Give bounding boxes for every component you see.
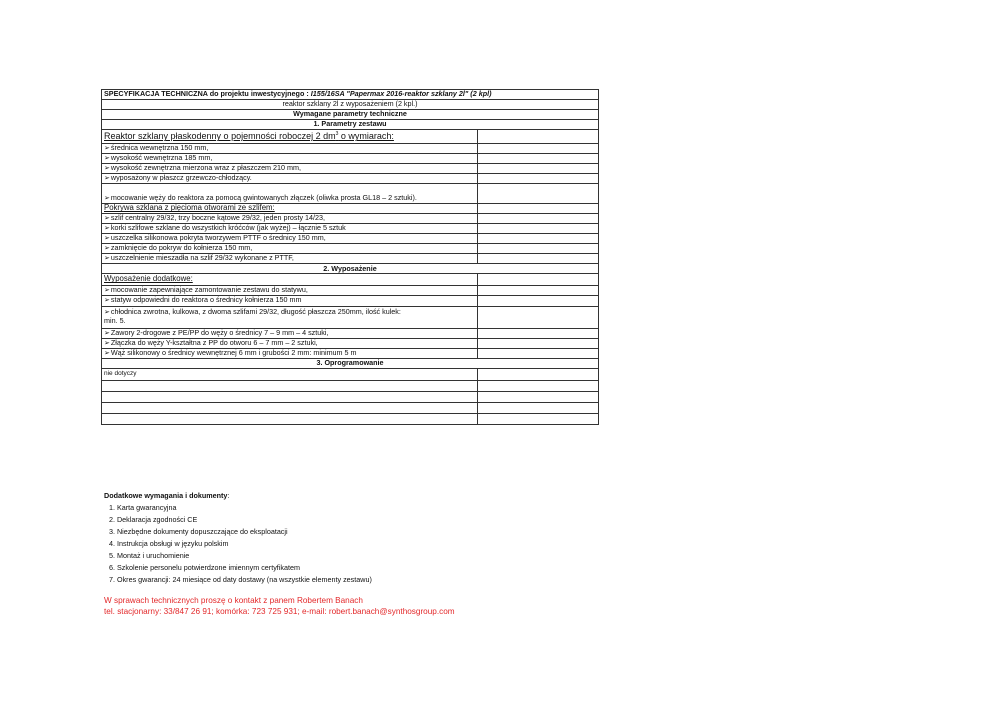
value-cell — [478, 144, 599, 154]
value-cell — [478, 214, 599, 224]
value-cell — [478, 348, 599, 358]
value-cell — [478, 224, 599, 234]
contact-line2: tel. stacjonarny: 33/847 26 91; komórka: 723 725 931; e-mail: robert.banach@synthosgroup.com — [104, 607, 455, 616]
cooler-continuation: min. 5. — [104, 316, 126, 326]
list-item: 5. Montaż i uruchomienie — [109, 551, 190, 560]
reactor-heading-suffix: o wymiarach: — [338, 131, 394, 142]
empty-cell — [102, 391, 478, 402]
list-item: 2. Deklaracja zgodności CE — [109, 515, 198, 524]
value-cell — [478, 154, 599, 164]
value-cell — [478, 244, 599, 254]
value-cell — [478, 184, 599, 204]
additional-heading-text: Dodatkowe wymagania i dokumenty — [104, 491, 228, 500]
equipment-item: ➢ mocowanie zapewniające zamontowanie zestawu do statywu, — [102, 286, 478, 296]
section-main-heading: Wymagane parametry techniczne — [102, 110, 599, 120]
list-item: 3. Niezbędne dokumenty dopuszczające do eksploatacji — [109, 527, 288, 536]
specification-table — [101, 89, 599, 425]
spec-title-project: I155/16SA "Papermax 2016-reaktor szklany 2l" (2 kpl) — [310, 89, 492, 99]
additional-heading-suffix: : — [227, 491, 230, 500]
equipment-item: ➢ statyw odpowiedni do reaktora o średnicy kołnierza 150 mm — [102, 296, 478, 306]
value-cell — [478, 328, 599, 338]
equipment-item: ➢ Złączka do węży Y-kształtna z PP do otworu 6 – 7 mm – 2 sztuki, — [102, 338, 478, 348]
empty-cell — [102, 402, 478, 413]
value-cell — [478, 204, 599, 214]
section1-title: 1. Parametry zestawu — [102, 120, 599, 130]
cooler-text: ➢ chłodnica zwrotna, kulkowa, z dwoma szlifami 29/32, długość płaszcza 250mm, ilość kulek: — [104, 307, 401, 316]
value-cell — [478, 286, 599, 296]
reactor-heading — [102, 130, 478, 144]
equipment-item: ➢ Zawory 2-drogowe z PE/PP do węży o średnicy 7 – 9 mm – 4 sztuki, — [102, 328, 478, 338]
lid-item: ➢ korki szlifowe szklane do wszystkich króćców (jak wyżej) – łącznie 5 sztuk — [102, 224, 478, 234]
section3-title: 3. Oprogramowanie — [102, 358, 599, 368]
reactor-item: ➢ wysokość wewnętrzna 185 mm, — [102, 154, 478, 164]
software-value: nie dotyczy — [102, 368, 478, 380]
reactor-item: ➢ średnica wewnętrzna 150 mm, — [102, 144, 478, 154]
value-cell — [478, 254, 599, 264]
value-cell — [478, 368, 599, 380]
equipment-item: ➢ Wąż silikonowy o średnicy wewnętrznej 6 mm i grubości 2 mm: minimum 5 m — [102, 348, 478, 358]
equipment-heading: Wyposażenie dodatkowe: — [102, 274, 478, 286]
value-cell — [478, 174, 599, 184]
empty-cell — [102, 380, 478, 391]
lid-item: ➢ uszczelnienie mieszadła na szlif 29/32 wykonane z PTTF, — [102, 254, 478, 264]
empty-cell — [102, 413, 478, 424]
value-cell — [478, 296, 599, 306]
additional-requirements — [104, 490, 372, 586]
mounting-item: ➢ mocowanie węży do reaktora za pomocą gwintowanych złączek (oliwka prosta GL18 – 2 sztuki). — [102, 184, 478, 204]
value-cell — [478, 130, 599, 144]
contact-line1: W sprawach technicznych proszę o kontakt z panem Robertem Banach — [104, 596, 363, 605]
spec-title-prefix: SPECYFIKACJA TECHNICZNA do projektu inwestycyjnego : — [104, 89, 311, 99]
lid-heading: Pokrywa szklana z pięcioma otworami ze szlifem: — [102, 204, 478, 214]
reactor-item: ➢ wyposażony w płaszcz grzewczo-chłodzący. — [102, 174, 478, 184]
value-cell — [478, 380, 599, 391]
value-cell — [478, 338, 599, 348]
additional-list — [104, 502, 372, 586]
value-cell — [478, 413, 599, 424]
value-cell — [478, 274, 599, 286]
value-cell — [478, 164, 599, 174]
spec-title-cell — [102, 90, 599, 100]
list-item: 7. Okres gwarancji: 24 miesiące od daty dostawy (na wszystkie elementy zestawu) — [109, 575, 372, 584]
value-cell — [478, 402, 599, 413]
section2-title: 2. Wyposażenie — [102, 264, 599, 274]
contact-info — [104, 595, 455, 617]
reactor-heading-sup: 3 — [335, 131, 339, 138]
lid-item: ➢ uszczelka silikonowa pokryta tworzywem PTTF o średnicy 150 mm, — [102, 234, 478, 244]
reactor-heading-prefix: Reaktor szklany płaskodenny o pojemności roboczej 2 dm — [104, 131, 336, 142]
equipment-item-cooler — [102, 306, 478, 328]
list-item: 6. Szkolenie personelu potwierdzone imiennym certyfikatem — [109, 563, 300, 572]
list-item: 4. Instrukcja obsługi w języku polskim — [109, 539, 229, 548]
lid-item: ➢ zamknięcie do pokryw do kołnierza 150 mm, — [102, 244, 478, 254]
additional-heading — [104, 490, 372, 502]
lid-item: ➢ szlif centralny 29/32, trzy boczne kątowe 29/32, jeden prosty 14/23, — [102, 214, 478, 224]
reactor-item: ➢ wysokość zewnętrzna mierzona wraz z płaszczem 210 mm, — [102, 164, 478, 174]
value-cell — [478, 234, 599, 244]
value-cell — [478, 391, 599, 402]
list-item: 1. Karta gwarancyjna — [109, 503, 177, 512]
spec-subtitle: reaktor szklany 2l z wyposażeniem (2 kpl.) — [102, 100, 599, 110]
value-cell — [478, 306, 599, 328]
